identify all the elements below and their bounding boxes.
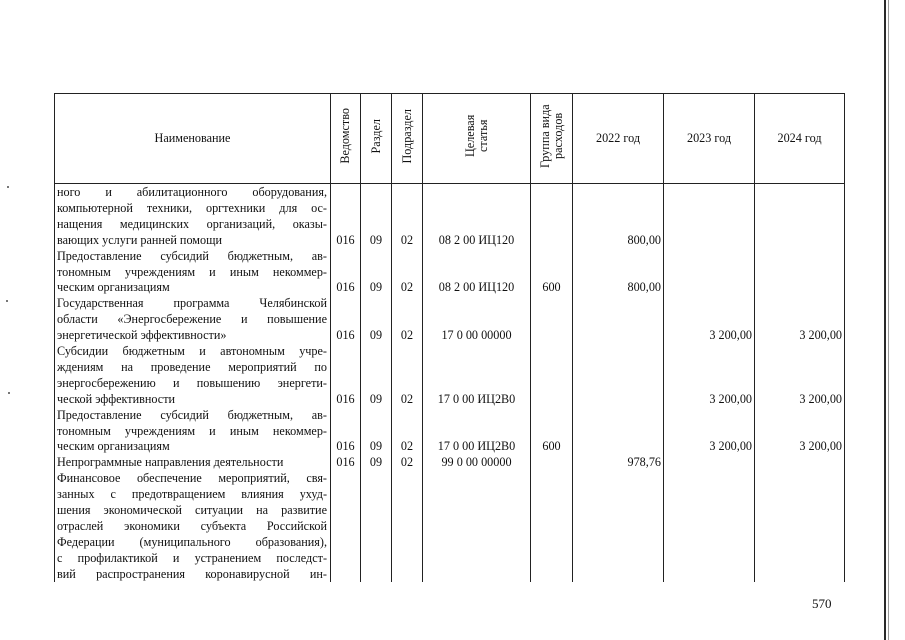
- dept-code: 016: [336, 328, 355, 343]
- expense-group-code: 600: [542, 280, 561, 295]
- dept-code: 016: [336, 280, 355, 295]
- header-name: Наименование: [55, 94, 331, 184]
- name-line: ческим организациям: [57, 439, 170, 454]
- subsection-column: [392, 184, 423, 583]
- name-line: энергосбережению и повышению энергети-: [57, 375, 327, 390]
- name-line: тономным учреждениям и иным некоммер-: [57, 423, 327, 438]
- target-column: [423, 184, 531, 583]
- amount-2023: 3 200,00: [709, 439, 752, 454]
- target-article-code: 17 0 00 ИЦ2В0: [437, 391, 516, 406]
- scan-edge: [884, 0, 886, 640]
- section-column: [361, 184, 392, 583]
- target-article-code: 08 2 00 ИЦ120: [438, 280, 515, 295]
- name-line: с профилактикой и устранением последст-: [57, 550, 327, 565]
- name-line: компьютерной техники, оргтехники для ос-: [57, 200, 327, 215]
- name-line: занных с предотвращением влияния ухуд-: [57, 487, 327, 502]
- name-line: области «Энергосбережение и повышение: [57, 312, 327, 327]
- name-line: нащения медицинских организаций, оказы-: [57, 216, 327, 231]
- dept-code: 016: [336, 232, 355, 247]
- table-body-row: [55, 184, 845, 583]
- subsection-code: 02: [400, 280, 414, 295]
- dept-code: 016: [336, 439, 355, 454]
- amount-2024: 3 200,00: [799, 328, 842, 343]
- scan-edge-shadow: [888, 0, 889, 640]
- name-line: вающих услуги ранней помощи: [57, 232, 223, 247]
- target-article-code: 08 2 00 ИЦ120: [438, 232, 515, 247]
- amount-2022: 978,76: [627, 455, 661, 470]
- subsection-code: 02: [400, 391, 414, 406]
- section-code: 09: [369, 328, 383, 343]
- table-header-row: [55, 94, 845, 184]
- header-dept: Ведомство: [331, 94, 361, 184]
- header-subsection: Подраздел: [392, 94, 423, 184]
- header-expense-group: Группа вида расходов: [531, 94, 573, 184]
- header-target-article: Целевая статья: [423, 94, 531, 184]
- subsection-code: 02: [400, 439, 414, 454]
- name-line: Субсидии бюджетным и автономным учре-: [57, 344, 327, 358]
- dept-code: 016: [336, 455, 355, 470]
- header-2023: 2023 год: [664, 94, 755, 184]
- name-line: ждениям на проведение мероприятий по: [57, 359, 327, 374]
- scan-speck: [8, 392, 10, 394]
- name-line: Непрограммные направления деятельности: [57, 455, 284, 470]
- section-code: 09: [369, 232, 383, 247]
- group-column: [531, 184, 573, 583]
- y2024-column: [755, 184, 845, 583]
- target-article-code: 99 0 00 00000: [441, 455, 512, 470]
- name-line: шения экономической ситуации на развитие: [57, 503, 327, 517]
- name-line: вий распространения коронавирусной ин-: [57, 566, 327, 581]
- amount-2023: 3 200,00: [709, 391, 752, 406]
- budget-table: [54, 93, 845, 582]
- section-code: 09: [369, 439, 383, 454]
- y2023-column: [664, 184, 755, 583]
- amount-2022: 800,00: [627, 232, 661, 247]
- amount-2022: 800,00: [627, 280, 661, 295]
- section-code: 09: [369, 455, 383, 470]
- section-code: 09: [369, 280, 383, 295]
- name-line: тономным учреждениям и иным некоммер-: [57, 264, 327, 279]
- subsection-code: 02: [400, 455, 414, 470]
- target-article-code: 17 0 00 00000: [441, 328, 512, 343]
- name-line: отраслей экономики субъекта Российской: [57, 518, 327, 533]
- section-code: 09: [369, 391, 383, 406]
- name-line: Предоставление субсидий бюджетным, ав-: [57, 407, 327, 422]
- y2022-column: [573, 184, 664, 583]
- target-article-code: 17 0 00 ИЦ2В0: [437, 439, 516, 454]
- name-line: Финансовое обеспечение мероприятий, свя-: [57, 471, 327, 486]
- amount-2024: 3 200,00: [799, 391, 842, 406]
- amount-2023: 3 200,00: [709, 328, 752, 343]
- header-2022: 2022 год: [573, 94, 664, 184]
- name-line: ческой эффективности: [57, 391, 176, 406]
- name-line: Предоставление субсидий бюджетным, ав-: [57, 248, 327, 263]
- subsection-code: 02: [400, 328, 414, 343]
- header-2024: 2024 год: [755, 94, 845, 184]
- subsection-code: 02: [400, 232, 414, 247]
- name-line: Государственная программа Челябинской: [57, 296, 327, 311]
- expense-group-code: 600: [542, 439, 561, 454]
- scan-speck: [7, 186, 9, 188]
- header-section: Раздел: [361, 94, 392, 184]
- dept-column: [331, 184, 361, 583]
- name-column: [55, 184, 331, 583]
- page-number: 570: [812, 596, 832, 611]
- name-line: ного и абилитационного оборудования,: [57, 185, 327, 199]
- name-line: Федерации (муниципального образования),: [57, 534, 327, 549]
- dept-code: 016: [336, 391, 355, 406]
- name-line: энергетической эффективности»: [57, 328, 227, 343]
- amount-2024: 3 200,00: [799, 439, 842, 454]
- name-line: ческим организациям: [57, 280, 170, 295]
- scan-speck: [6, 300, 8, 302]
